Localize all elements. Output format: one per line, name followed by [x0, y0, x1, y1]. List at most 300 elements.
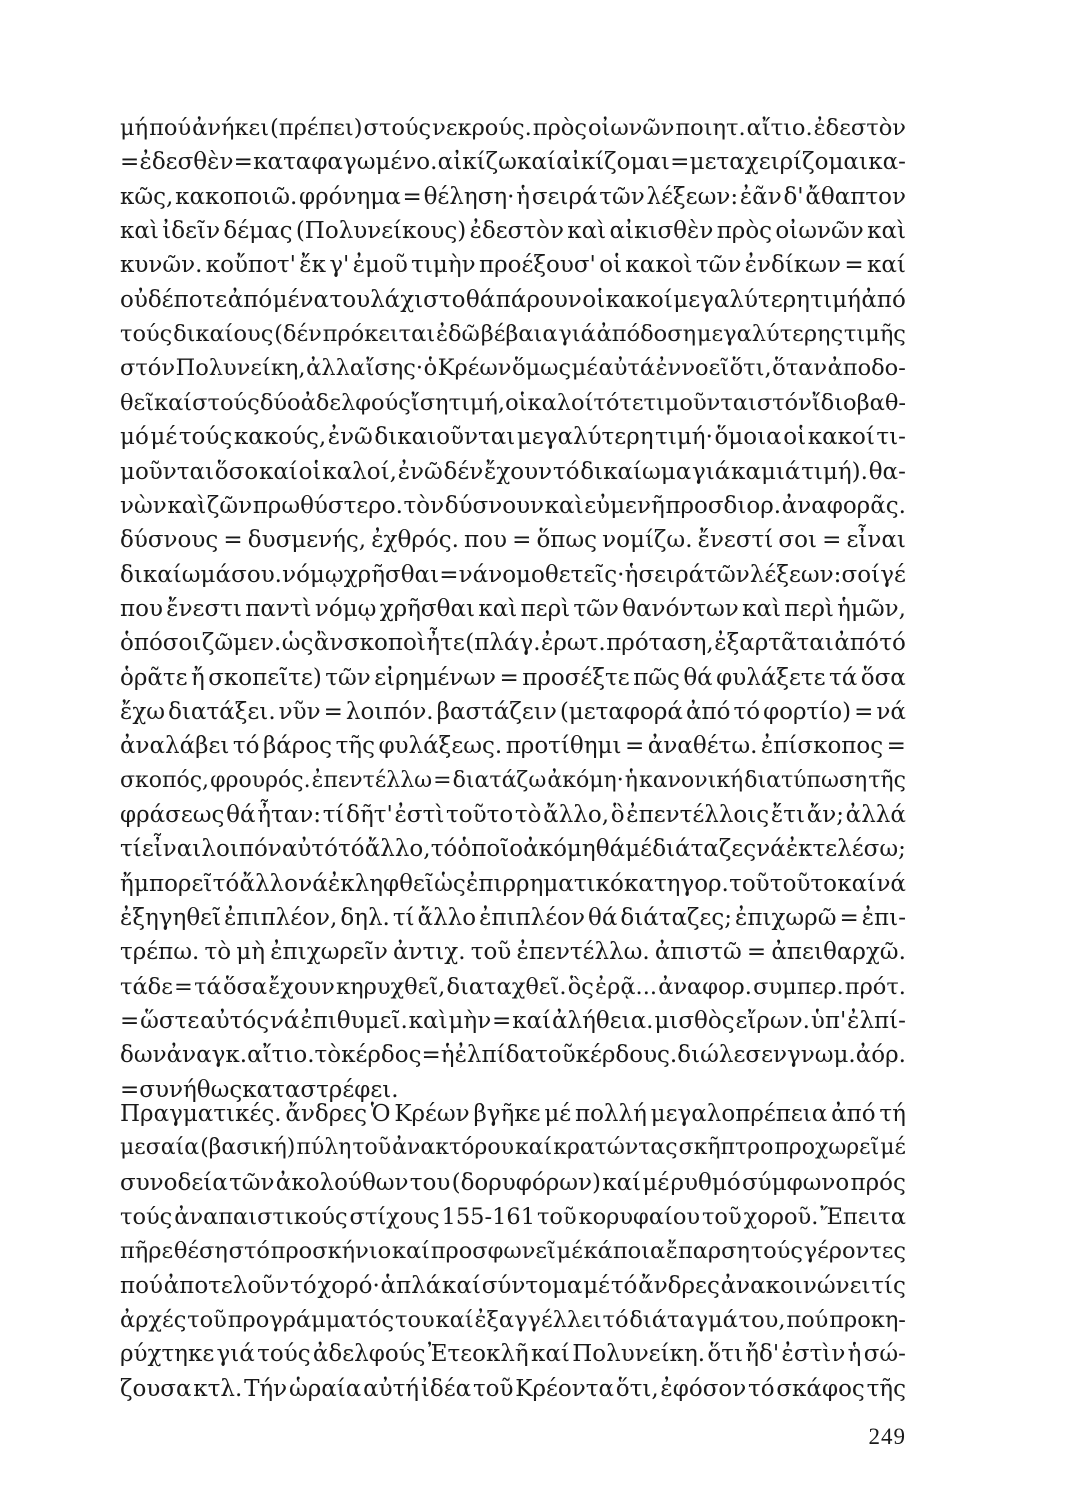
word: τοῦ: [352, 1135, 392, 1161]
word: Ὁ: [370, 1101, 391, 1127]
word: ἔκ: [299, 252, 326, 279]
word: κα-: [868, 149, 906, 176]
word: διατύπωση: [744, 767, 868, 793]
word: εἴρων.: [735, 1008, 810, 1035]
word: μεγαλύτερης: [696, 321, 844, 348]
word: ὅτι: [707, 1341, 743, 1368]
word: ἀόρ.: [855, 1042, 906, 1069]
word: ἐδεστὸν: [813, 115, 906, 141]
word: μοῦνται: [120, 458, 215, 485]
text-line: [120, 283, 906, 317]
text-line: [120, 1234, 906, 1268]
word: μπορεῖ: [134, 870, 213, 897]
word: χορό·: [317, 1272, 380, 1299]
word: ὡραία: [288, 1375, 362, 1402]
word: ἀναγκ.: [166, 1042, 248, 1069]
word: προσκήνιο: [270, 1238, 392, 1265]
word: κυνῶν.: [120, 252, 203, 279]
word: καί: [866, 252, 906, 279]
word: τίς: [871, 1272, 906, 1299]
word: (μεταφορά: [559, 698, 683, 725]
text-line: [120, 764, 906, 798]
text-line: [120, 867, 906, 901]
word: τούς: [120, 1204, 173, 1231]
word: νόμῳ: [282, 561, 344, 588]
word: διατάξει.: [168, 698, 276, 725]
word: καί: [602, 1169, 642, 1196]
word: πού: [120, 1272, 163, 1299]
word: =: [854, 698, 874, 725]
word: αὐτή: [363, 1375, 420, 1402]
word: χοροῦ.: [743, 1204, 819, 1231]
word: φορτίο): [763, 698, 852, 725]
word: τιμή: [810, 286, 861, 313]
word: ὅπως: [536, 527, 598, 554]
word: ἐπιπλέον,: [224, 905, 338, 932]
word: τό: [879, 630, 906, 657]
text-line: [120, 798, 906, 832]
text-line: [120, 1004, 906, 1038]
word: ἐπιθυμεῖ.: [300, 1008, 408, 1035]
text-line: [120, 1131, 906, 1165]
word: 155-161: [441, 1204, 536, 1231]
word: τό: [212, 870, 240, 897]
word: εἰρημένων: [374, 664, 497, 691]
word: ἦτε: [426, 630, 465, 657]
word: τό: [748, 1375, 775, 1402]
word: ἔχουν: [268, 973, 335, 1000]
word: αὐτός: [200, 1008, 270, 1035]
word: θεῖ: [120, 389, 155, 416]
word: προσφωνεῖ: [430, 1238, 556, 1265]
word: τί: [322, 802, 345, 828]
word: τή: [879, 1101, 906, 1127]
word: =: [120, 149, 140, 176]
word: σκοποὶ: [343, 630, 426, 657]
word: τοῦ: [535, 1042, 576, 1069]
word: ἡ: [624, 561, 639, 588]
text-line: [120, 1038, 906, 1072]
word: καί: [512, 1008, 552, 1035]
word: ὃς: [567, 973, 594, 1000]
text-line: [120, 180, 906, 214]
word: =: [492, 1008, 512, 1035]
word: =: [439, 561, 459, 588]
word: κῶς,: [120, 183, 174, 210]
word: ἦταν:: [257, 802, 321, 828]
word: (δέν: [274, 321, 322, 348]
word: =: [746, 939, 767, 966]
word: κέρδος: [341, 1042, 422, 1069]
word: νά: [756, 836, 786, 863]
word: καί: [258, 458, 298, 485]
word: του: [409, 1169, 451, 1196]
word: ἐκληφθεῖ: [327, 870, 434, 897]
word: Πραγματικές.: [120, 1101, 282, 1127]
word: δικαίωμα: [580, 458, 692, 485]
word: ἔχω: [120, 698, 166, 725]
word: στίχους: [349, 1204, 440, 1231]
word: ρυθμό: [670, 1169, 741, 1196]
word: σοί: [841, 561, 881, 588]
word: τῶν: [704, 561, 750, 588]
word: δυσμενής,: [247, 527, 367, 554]
word: =: [499, 664, 519, 691]
word: ὑπ': [810, 1008, 847, 1035]
word: ἐνδίκων: [744, 252, 841, 279]
word: βέβαια: [480, 321, 558, 348]
word: ζῶμεν.: [201, 630, 282, 657]
word: τὸν: [403, 492, 445, 519]
word: τοῦ: [729, 870, 770, 897]
word: διατάζω: [452, 767, 547, 793]
word: καλοί: [527, 389, 594, 416]
word: ἐχθρός.: [371, 527, 459, 554]
word: μέ: [150, 424, 178, 451]
word: ἐπιρρηματικό: [466, 870, 624, 897]
word: =: [839, 905, 859, 932]
word: =: [844, 252, 864, 279]
word: μὴ: [236, 939, 266, 966]
word: οὐδέποτε: [120, 286, 228, 313]
word: ἐδεσθὲν: [139, 149, 234, 176]
word: πού: [786, 1307, 829, 1334]
word: τι-: [876, 424, 906, 451]
word: ἀνήκει: [192, 115, 270, 141]
word: κανονική: [639, 767, 744, 793]
word: προτίθημι: [505, 733, 622, 760]
word: κατηγορ.: [624, 870, 729, 897]
word: κρατώντας: [553, 1135, 678, 1161]
word: ἂν: [313, 630, 344, 657]
text-line: [120, 1097, 906, 1131]
word: καὶ: [408, 1008, 448, 1035]
text-line: [120, 317, 906, 351]
word: καλοί,: [322, 458, 397, 485]
word: καὶ: [167, 492, 207, 519]
word: πῶς: [633, 664, 680, 691]
word: ρύχτηκε: [120, 1341, 215, 1368]
word: στό: [228, 1238, 270, 1265]
word: νά: [876, 870, 906, 897]
word: ἐφόσον: [660, 1375, 747, 1402]
word: ὅσα: [222, 973, 268, 1000]
word: ἤδ': [745, 1341, 780, 1368]
word: τοῦ: [701, 1204, 742, 1231]
word: γνωμ.: [786, 1042, 856, 1069]
word: γέροντες: [803, 1238, 906, 1265]
word: (Πολυνείκους): [295, 218, 467, 245]
word: νομοθετεῖς·: [488, 561, 625, 588]
word: ὃ: [610, 802, 625, 828]
word: ἐλπίδα: [454, 1042, 535, 1069]
word: τὸ: [314, 1042, 342, 1069]
word: τό: [610, 1272, 638, 1299]
text-line: [120, 1166, 906, 1200]
word: =: [822, 527, 842, 554]
word: νομίζω.: [602, 527, 693, 554]
word: ἀναπαιστικούς: [174, 1204, 348, 1231]
word: γιά: [691, 458, 731, 485]
word: χρῆσθαι: [379, 595, 476, 622]
word: ἐπεντέλλοις: [626, 802, 770, 828]
word: Τήν: [244, 1375, 288, 1402]
word: τουλάχιστο: [329, 286, 466, 313]
word: ἐκτελέσω;: [785, 836, 906, 863]
page-number: 249: [868, 1424, 906, 1449]
word: καί: [514, 1135, 553, 1161]
word: ἁπλά: [380, 1272, 442, 1299]
word: σειρά: [531, 183, 598, 210]
word: ὁπόσοι: [120, 630, 202, 657]
word: ἀπιστῶ: [654, 939, 742, 966]
word: μεταχειρίζομαι: [689, 149, 868, 176]
word: εὐμενῆ: [584, 492, 665, 519]
word: τούς: [257, 1341, 311, 1368]
word: ἐπιπλέον: [479, 905, 585, 932]
word: θά: [587, 905, 618, 932]
word: φυλάξετε: [716, 664, 826, 691]
word: τοῦ: [536, 1204, 577, 1231]
word: τῶν: [573, 595, 619, 622]
word: νά: [876, 698, 906, 725]
word: =: [433, 767, 452, 793]
word: καὶ: [120, 218, 159, 245]
word: ἀνακτόρου: [392, 1135, 514, 1161]
word: προχωρεῖ: [774, 1135, 880, 1161]
word: =: [421, 1042, 441, 1069]
word: =: [120, 1008, 140, 1035]
word: του: [395, 1307, 435, 1334]
word: καὶ: [544, 492, 584, 519]
word: πρός: [850, 1169, 906, 1196]
word: ἐᾶν: [739, 183, 782, 210]
word: ἐρωτ.: [541, 630, 606, 657]
word: διώλεσεν: [677, 1042, 787, 1069]
word: σου.: [231, 561, 282, 588]
text-line: [120, 935, 906, 969]
word: τιμή·: [655, 424, 713, 451]
word: μέ: [642, 1169, 670, 1196]
text-line: [120, 970, 906, 1004]
text-line: [120, 145, 906, 179]
word: =: [670, 149, 690, 176]
word: καταστρέφει.: [242, 1076, 399, 1103]
word: αἴτιο.: [247, 1042, 315, 1069]
word: οἱ: [298, 458, 322, 485]
word: τιμοῦνται: [643, 389, 757, 416]
word: τά: [194, 973, 222, 1000]
word: ἴδιο: [811, 389, 857, 416]
word: ἐπίσκοπος: [760, 733, 884, 760]
word: θά: [595, 836, 626, 863]
word: θέση: [173, 1238, 228, 1265]
word: (δορυφόρων): [451, 1169, 601, 1196]
word: μισθὸς: [654, 1008, 735, 1035]
word: ἡ: [516, 183, 531, 210]
word: ἀκόμη: [523, 836, 596, 863]
word: Κρέων: [437, 355, 512, 382]
word: νόμῳ: [314, 595, 377, 622]
word: οἱ: [582, 286, 606, 313]
word: κακοί: [605, 286, 673, 313]
word: =: [402, 183, 422, 210]
word: φρόνημα: [299, 183, 401, 210]
word: μεσαία: [120, 1135, 200, 1161]
word: =: [323, 698, 343, 725]
word: ὡς: [434, 870, 466, 897]
word: λέξεων:: [749, 561, 842, 588]
word: συνήθως: [139, 1076, 243, 1103]
word: δικαίωμά: [120, 561, 232, 588]
word: ἀνακοινώνει: [720, 1272, 871, 1299]
word: τὸ: [204, 939, 232, 966]
word: νὼν: [120, 492, 167, 519]
word: που: [120, 595, 163, 622]
word: τό: [232, 733, 260, 760]
word: ἡ: [624, 767, 638, 793]
word: εἶναι: [141, 836, 202, 863]
word: μέ: [556, 1238, 583, 1265]
word: θα-: [868, 458, 906, 485]
word: ἀντιχ.: [393, 939, 466, 966]
word: τούς: [178, 424, 233, 451]
word: παντὶ: [245, 595, 312, 622]
word: δῆτ': [346, 802, 393, 828]
text-line: [120, 420, 906, 454]
word: ἀπό: [685, 698, 731, 725]
word: που: [464, 527, 507, 554]
word: δέμας: [223, 218, 293, 245]
word: ἔπαρση: [665, 1238, 750, 1265]
word: μένα: [272, 286, 330, 313]
word: ἀπόδοση: [596, 321, 697, 348]
word: μό: [120, 424, 149, 451]
word: ἄλλο: [239, 870, 298, 897]
word: τρέπω.: [120, 939, 200, 966]
text-line: [120, 1303, 906, 1337]
word: θανόντων: [622, 595, 739, 622]
word: αἴτιο.: [746, 115, 813, 141]
text-line: [120, 729, 906, 763]
word: ἐξαρτᾶται: [714, 630, 834, 657]
word: μὴν: [448, 1008, 492, 1035]
word: αἰκίζομαι: [556, 149, 670, 176]
word: ἐξαγγέλλει: [474, 1307, 602, 1334]
word: μέ: [571, 355, 598, 382]
word: ὁ: [423, 355, 438, 382]
word: κηρυχθεῖ,: [336, 973, 446, 1000]
word: ἀπό: [834, 630, 879, 657]
word: =: [174, 973, 193, 1000]
word: ὡς: [281, 630, 314, 657]
word: ἀκολούθων: [275, 1169, 409, 1196]
word: ἐδῶ: [435, 321, 480, 348]
word: τιμῆς: [843, 321, 906, 348]
word: ἀδελφούς: [300, 389, 411, 416]
text-line: [120, 523, 906, 557]
word: ἐστὶν: [781, 1341, 846, 1368]
text-line: [120, 1269, 906, 1303]
text-line: [120, 661, 906, 695]
word: ζῶν: [206, 492, 253, 519]
text-line: [120, 1337, 906, 1371]
word: κακοὶ: [625, 252, 693, 279]
word: ἐπιχωρῶ: [735, 905, 837, 932]
word: Κρέων: [394, 1101, 470, 1127]
word: τούς: [120, 321, 173, 348]
word: νά: [458, 561, 489, 588]
word: βαστάζειν: [436, 698, 557, 725]
word: ἰδεῖν: [162, 218, 221, 245]
word: ὁρᾶτε: [120, 664, 188, 691]
word: τῶν: [695, 252, 742, 279]
text-line: [120, 695, 906, 729]
word: =: [233, 149, 253, 176]
word: τῶν: [229, 1169, 275, 1196]
word: καί: [517, 149, 556, 176]
word: ἐξηγηθεῖ: [120, 905, 222, 932]
word: κάποια: [583, 1238, 666, 1265]
word: τῆς: [335, 733, 375, 760]
word: πού: [149, 115, 192, 141]
word: τό: [552, 458, 580, 485]
word: σώ-: [863, 1341, 906, 1368]
word: δύσνους: [120, 527, 219, 554]
word: καί: [531, 1341, 570, 1368]
word: ἰδέα: [420, 1375, 472, 1402]
word: Πολυνείκη,: [175, 355, 306, 382]
word: ἤ: [120, 870, 134, 897]
word: ἐλπί-: [847, 1008, 906, 1035]
word: τά: [829, 664, 858, 691]
word: δέν: [443, 458, 484, 485]
word: σειρά: [638, 561, 705, 588]
word: =: [886, 733, 906, 760]
word: ἀπό: [861, 286, 906, 313]
word: πρὸς: [716, 218, 773, 245]
word: ἡ: [440, 1042, 455, 1069]
word: ἀλήθεια.: [551, 1008, 654, 1035]
word: ἄλλο: [417, 905, 477, 932]
word: σκῆπτρο: [678, 1135, 774, 1161]
word: σκοπεῖτε): [208, 664, 322, 691]
text-line: [120, 1200, 906, 1234]
word: προγράμματός: [227, 1307, 395, 1334]
word: λέξεων:: [646, 183, 739, 210]
word: Ἔπειτα: [820, 1204, 906, 1231]
word: τό: [338, 836, 365, 863]
word: =: [512, 527, 532, 554]
word: σύντομα: [481, 1272, 583, 1299]
text-line: [120, 1372, 906, 1406]
word: τό: [733, 698, 761, 725]
word: ἄλλο,: [364, 836, 431, 863]
text-line: [120, 455, 906, 489]
word: θά: [226, 802, 256, 828]
word: τό: [289, 1272, 317, 1299]
word: νῦν: [278, 698, 321, 725]
word: τῆς: [868, 767, 906, 793]
word: ἐπεντέλλω.: [516, 939, 650, 966]
word: σοι: [778, 527, 817, 554]
word: σκάφος: [776, 1375, 865, 1402]
word: τιμή).: [801, 458, 868, 485]
word: μέ: [583, 1272, 611, 1299]
word: στούς: [363, 115, 432, 141]
word: ὅμως: [511, 355, 572, 382]
word: ἔτι: [770, 802, 805, 828]
